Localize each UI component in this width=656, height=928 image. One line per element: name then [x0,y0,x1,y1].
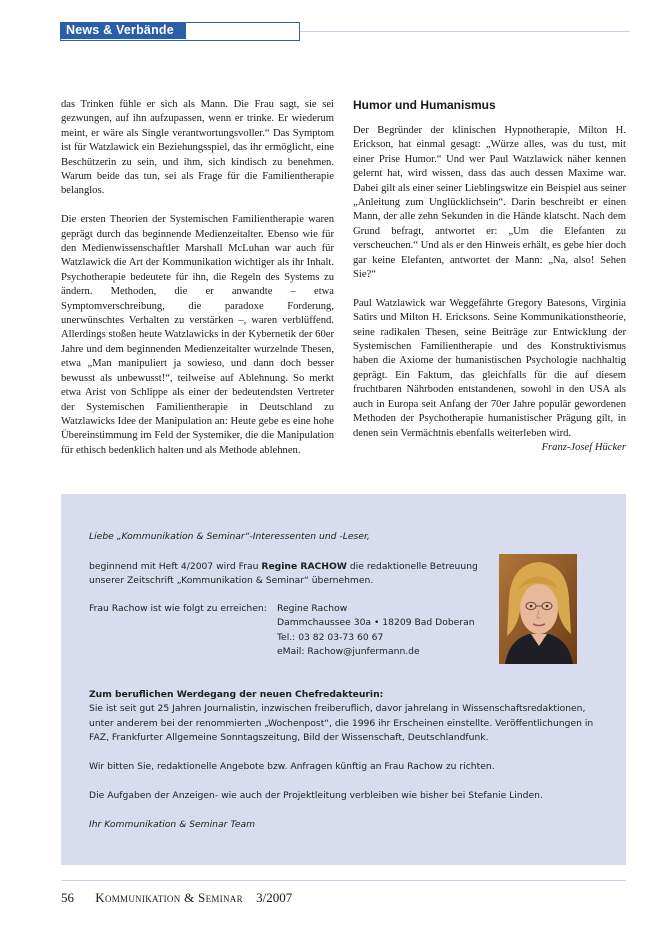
intro-text: beginnend mit Heft 4/2007 wird Frau [89,561,262,572]
magazine-name: Kommunikation & Seminar [95,890,243,905]
article-paragraph: Die ersten Theorien der Systemischen Familientherapie waren geprägt durch das beginnende Medienzeitalter. Ebenso wie für den Medienwissenschaftler Marshall McLuhan war auch für Watzlawick die Art der Kommunikation wichtiger als ihr Inhalt. Psychotherapie bedeutete für ihn, die Regeln des Systems zu ändern. Methoden, die er anwandte – etwa Symptomverschreibung, die paradoxe Forderung, unerwünschtes Verhalten zu verstärken –, waren verblüffend. Allerdings stoßen heute Watzlawicks in der Kybernetik der 60er Jahre und dem beginnenden Medienzeitalter wurzelnde Thesen, etwa „Man manipuliert ja sowieso, und dann doch besser bewusst als unbewusst!“, teilweise auf Ablehnung. So merkt etwa Arist von Schlippe als einer der bedeutendsten Vertreter der Systemischen Familientherapie in Deutschland zu Watzlawicks Idee der Manipulation an: Heute gebe es eine hohe Übereinstimmung im Feld der Systemiker, die die Manipulation für ethisch bedenklich halten und als Methode ablehnen. [61,214,334,456]
footer-rule [61,880,626,881]
contact-label: Frau Rachow ist wie folgt zu erreichen: [89,603,267,614]
announcement-greeting: Liebe „Kommunikation & Seminar“-Interessenten und -Leser, [89,531,370,542]
issue-number: 3/2007 [256,890,293,905]
career-heading: Zum beruflichen Werdegang der neuen Chefredakteurin: [89,689,384,700]
page-footer [61,890,292,906]
page-number: 56 [61,890,74,905]
article-paragraph: das Trinken fühle er sich als Mann. Die Frau sagt, sie sei gezwungen, auf ihn aufzupassen, wenn er trinke. Er wiederum meint, er wäre als Single verantwortungsvoller.“ Das Symptom ist für Watzlawick ein Beziehungsspiel, das ihr ermöglicht, eine Beschützerin zu sein, und ihm, sich kindisch zu benehmen. Warum beide das tun, sei als Frage für die Familientherapie belanglos. [61,99,334,197]
left-column [61,98,334,473]
article-paragraph: Der Begründer der klinischen Hypnotherapie, Milton H. Erickson, hat einmal gesagt: „Würze alles, was du tust, mit einer Prise Humor.“ Und wer Paul Watzlawick näher kennen gelernt hat, wird wissen, dass das auch dessen Maxime war. Dabei gilt als einer seiner Lieblingswitze ein Beispiel aus seiner „Anleitung zum Unglücklichsein“. Darin beschreibt er einen Mann, der alle zehn Sekunden in die Hände klatscht. Nach dem Grund befragt, antwortet er: „Um die Elefanten zu verscheuchen.“ Und als er den Hinweis erhält, es gebe hier doch gar keine Elefanten, antwortet der Mann: „Na, also! Sehen Sie?“ [353,125,626,281]
contact-phone: Tel.: 03 82 03-73 60 67 [277,631,384,643]
section-header: News & Verbände [60,22,186,39]
signature: Ihr Kommunikation & Seminar Team [89,819,256,830]
career-section [89,688,599,745]
right-column [353,98,626,455]
career-text: Sie ist seit gut 25 Jahren Journalistin, inzwischen freiberuflich, davor jahrelang in Wissenschaftsredaktionen, unter anderem bei der renommierten „Wochenpost“, die 1996 ihr Erscheinen einstellte. Veröffentlichungen in FAZ, Frankfurter Allgemeine Sonntagszeitung, Bild der Wissenschaft, Deutschlandfunk. [89,703,594,743]
request-text: Wir bitten Sie, redaktionelle Angebote bzw. Anfragen künftig an Frau Rachow zu richten. [89,761,495,772]
contact-address: Dammchaussee 30a • 18209 Bad Doberan [277,617,475,629]
announcement-intro [89,560,479,589]
section-heading: Humor und Humanismus [353,98,496,112]
editor-name: Regine RACHOW [261,561,347,572]
article-paragraph: Paul Watzlawick war Weggefährte Gregory Batesons, Virginia Satirs und Milton H. Ericksons. Seine Kommunikationstheorie, seine radikalen Thesen, seine Beiträge zur Entwicklung der Systemischen Familientherapie und des Konstruktivismus haben die Axiome der humanistischen Psychologie nachhaltig geprägt. Ein Faktum, das gleichfalls für die auf diesem fruchtbaren Nährboden entstandenen, sowohl in den USA als auch in Europa seit Anfang der 70er Jahre populär gewordenen Methoden der Psychotherapie humanistischer Prägung gilt, in denen sein Vermächtnis ebenfalls weiterleben wird. [353,297,626,439]
author-name: Franz-Josef Hücker [541,441,626,453]
contact-email[interactable]: eMail: Rachow@junfermann.de [277,645,420,657]
intro-text-end: die redaktionelle Betreuung unserer Zeitschrift „Kommunikation & Seminar“ übernehmen. [89,561,478,587]
tasks-text: Die Aufgaben der Anzeigen- wie auch der Projektleitung verbleiben wie bisher bei Stefanie Linden. [89,790,543,801]
announcement-box [61,494,626,865]
editor-portrait-photo [499,554,577,664]
contact-block [277,602,475,659]
contact-name: Regine Rachow [277,603,348,614]
